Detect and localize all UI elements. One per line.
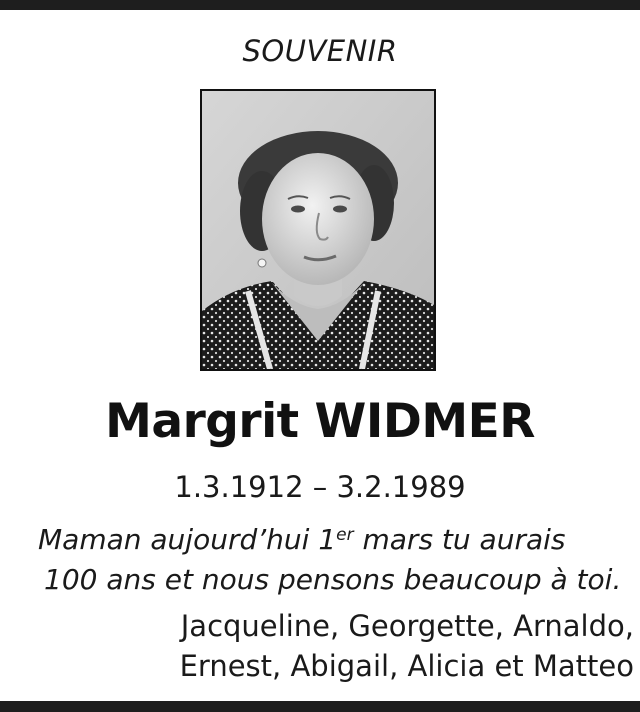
- message-line-2: 100 ans et nous pensons beaucoup à toi.: [44, 563, 622, 596]
- memorial-message: [38, 520, 634, 600]
- signers-line-2: Ernest, Abigail, Alicia et Matteo: [179, 649, 634, 683]
- ordinal-suffix: er: [336, 525, 354, 545]
- notice-heading: SOUVENIR: [242, 34, 398, 68]
- message-line-1: [38, 520, 634, 560]
- portrait-photo: [200, 89, 436, 371]
- message-line-1-end: mars tu aurais: [353, 523, 566, 556]
- life-dates: 1.3.1912 – 3.2.1989: [174, 470, 466, 504]
- signers-line-1: Jacqueline, Georgette, Arnaldo,: [180, 609, 634, 643]
- message-line-1-start: Maman aujourd’hui 1: [38, 523, 337, 556]
- deceased-name: Margrit WIDMER: [105, 394, 535, 449]
- family-signers: [34, 606, 634, 686]
- bottom-rule: [0, 701, 640, 712]
- top-rule: [0, 0, 640, 10]
